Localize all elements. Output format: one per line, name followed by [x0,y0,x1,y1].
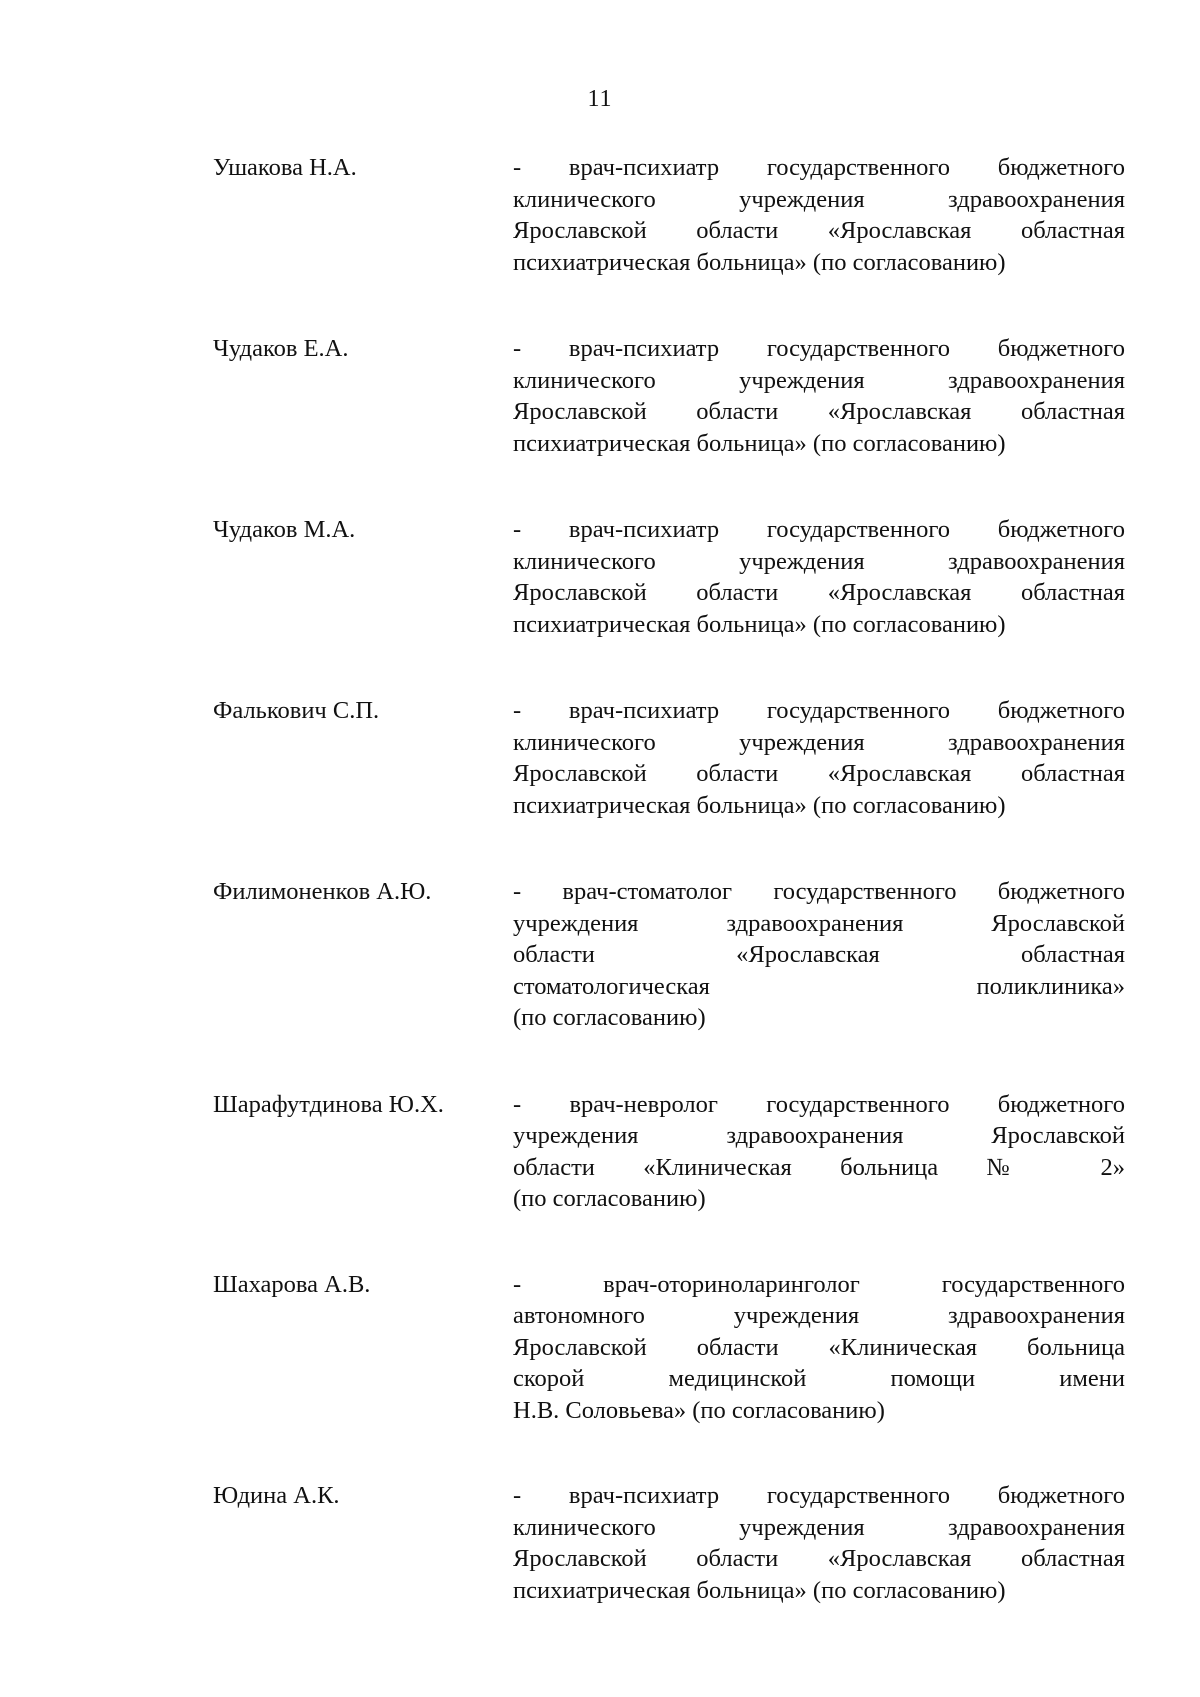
member-name: Юдина А.К. [213,1482,340,1509]
position-line: Ярославской области «Ярославская областная [513,1545,1125,1572]
position-line: Ярославской области «Ярославская областная [513,398,1125,425]
position-line: скорой медицинской помощи имени [513,1365,1125,1392]
position-line: клинического учреждения здравоохранения [513,1513,1125,1541]
position-line: Н.В. Соловьева» (по согласованию) [513,1396,885,1424]
position-line: Ярославской области «Ярославская областная [513,579,1125,606]
position-line: психиатрическая больница» (по согласованию) [513,429,1006,457]
position-line: учреждения здравоохранения Ярославской [513,909,1125,937]
position-line: психиатрическая больница» (по согласованию) [513,610,1006,638]
member-name: Чудаков М.А. [213,516,356,543]
member-name: Шарафутдинова Ю.Х. [213,1090,444,1118]
position-line: - врач-психиатр государственного бюджетного [513,516,1125,543]
member-position [513,1269,1125,1427]
position-line: стоматологическая поликлиника» [513,972,1125,1000]
position-line: - врач-оториноларинголог государственного [513,1270,1125,1298]
position-line: клинического учреждения здравоохранения [513,728,1125,756]
position-line: - врач-психиатр государственного бюджетного [513,154,1125,181]
position-line: области «Клиническая больница № 2» [513,1153,1125,1181]
position-line: - врач-психиатр государственного бюджетного [513,335,1125,362]
position-line: - врач-психиатр государственного бюджетного [513,697,1125,724]
member-entry [213,333,1125,459]
member-list [213,152,1125,1606]
position-line: области «Ярославская областная [513,941,1125,968]
member-entry [213,695,1125,821]
member-position [513,876,1125,1034]
position-line: психиатрическая больница» (по согласованию) [513,248,1006,276]
position-line: автономного учреждения здравоохранения [513,1302,1125,1329]
member-entry [213,514,1125,640]
position-line: Ярославской области «Клиническая больница [513,1333,1125,1361]
member-name: Шахарова А.В. [213,1270,371,1298]
member-name: Ушакова Н.А. [213,154,357,181]
position-line: (по согласованию) [513,1004,706,1031]
member-entry [213,1089,1125,1215]
position-line: психиатрическая больница» (по согласованию) [513,1576,1006,1604]
member-entry [213,1269,1125,1427]
position-line: - врач-стоматолог государственного бюджетного [513,878,1125,905]
position-line: Ярославской области «Ярославская областная [513,217,1125,244]
member-name: Филимоненков А.Ю. [213,878,432,905]
position-line: Ярославской области «Ярославская областная [513,760,1125,787]
position-line: учреждения здравоохранения Ярославской [513,1122,1125,1149]
member-entry [213,152,1125,278]
position-line: клинического учреждения здравоохранения [513,366,1125,394]
position-line: психиатрическая больница» (по согласованию) [513,791,1006,819]
member-name: Чудаков Е.А. [213,335,349,362]
member-entry [213,1480,1125,1606]
member-position [513,1089,1125,1215]
position-line: клинического учреждения здравоохранения [513,547,1125,575]
position-line: (по согласованию) [513,1185,706,1212]
page-number: 11 [587,86,613,112]
member-position [513,1480,1125,1606]
member-name: Фалькович С.П. [213,697,380,724]
member-position [513,695,1125,821]
member-entry [213,876,1125,1034]
position-line: - врач-психиатр государственного бюджетного [513,1482,1125,1509]
member-position [513,333,1125,459]
member-position [513,514,1125,640]
position-line: клинического учреждения здравоохранения [513,185,1125,213]
position-line: - врач-невролог государственного бюджетного [513,1090,1125,1118]
member-position [513,152,1125,278]
